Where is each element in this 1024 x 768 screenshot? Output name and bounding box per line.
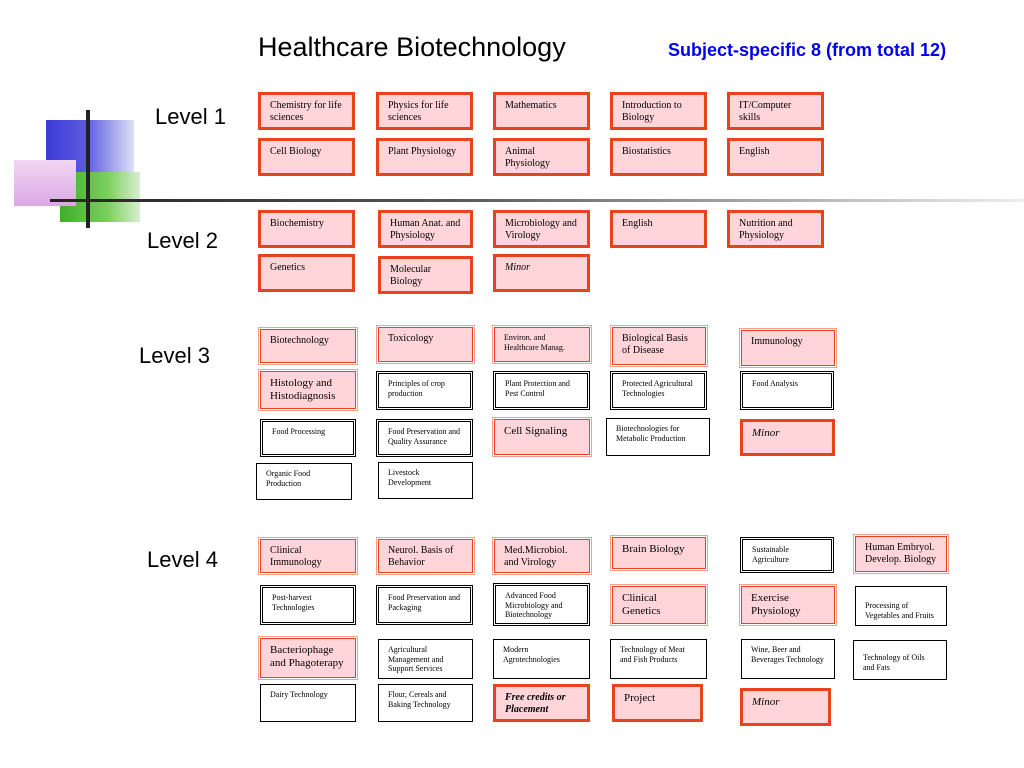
course-mathematics: Mathematics <box>493 92 590 130</box>
course-english-l2: English <box>610 210 707 248</box>
course-human-anatomy-physiology: Human Anat. and Physiology <box>378 210 473 248</box>
course-technology-oils-fats: Technology of Oils and Fats <box>853 640 947 680</box>
course-clinical-genetics: Clinical Genetics <box>612 586 706 624</box>
level-2-label: Level 2 <box>147 228 218 253</box>
course-neurol-basis-behavior: Neurol. Basis of Behavior <box>378 539 473 573</box>
level-divider-line <box>50 199 1024 202</box>
course-flour-cereals-baking: Flour, Cereals and Baking Technology <box>378 684 473 722</box>
decor-vertical-line <box>86 110 90 228</box>
course-clinical-immunology: Clinical Immunology <box>260 539 356 573</box>
course-cell-biology: Cell Biology <box>258 138 355 176</box>
course-english-l1: English <box>727 138 824 176</box>
course-food-preservation-quality: Food Preservation and Quality Assurance <box>376 419 473 457</box>
course-med-microbiol-virology: Med.Microbiol. and Virology <box>494 539 590 573</box>
course-organic-food-production: Organic Food Production <box>256 463 352 500</box>
course-modern-agrotechnologies: Modern Agrotechnologies <box>493 639 590 679</box>
course-microbiology-virology: Microbiology and Virology <box>493 210 590 248</box>
course-free-credits-placement: Free credits or Placement <box>493 684 590 722</box>
course-human-embryol-develop-biology: Human Embryol. Develop. Biology <box>855 536 947 572</box>
course-histology-histodiagnosis: Histology and Histodiagnosis <box>260 371 356 409</box>
course-protected-agricultural-technologies: Protected Agricultural Technologies <box>610 371 707 410</box>
course-minor-l3: Minor <box>740 419 835 456</box>
course-agricultural-management: Agricultural Management and Support Services <box>378 639 473 679</box>
course-plant-protection-pest-control: Plant Protection and Pest Control <box>493 371 590 410</box>
course-biological-basis-disease: Biological Basis of Disease <box>612 327 706 365</box>
course-food-analysis: Food Analysis <box>740 371 834 410</box>
course-introduction-biology: Introduction to Biology <box>610 92 707 130</box>
course-plant-physiology: Plant Physiology <box>376 138 473 176</box>
course-post-harvest-technologies: Post-harvest Technologies <box>260 585 356 625</box>
course-minor-l2: Minor <box>493 254 590 292</box>
course-animal-physiology: Animal Physiology <box>493 138 590 176</box>
course-technology-meat-fish: Technology of Meat and Fish Products <box>610 639 707 679</box>
course-livestock-development: Livestock Development <box>378 462 473 499</box>
course-advanced-food-microbiology: Advanced Food Microbiology and Biotechnology <box>493 583 590 626</box>
course-bacteriophage-phagoterapy: Bacteriophage and Phagoterapy <box>260 638 356 678</box>
course-exercise-physiology: Exercise Physiology <box>741 586 835 624</box>
course-biochemistry: Biochemistry <box>258 210 355 248</box>
course-biotechnology: Biotechnology <box>260 329 356 363</box>
level-3-label: Level 3 <box>139 343 210 368</box>
course-wine-beer-beverages: Wine, Beer and Beverages Technology <box>741 639 835 679</box>
course-biotechnologies-metabolic-production: Biotechnologies for Metabolic Production <box>606 418 710 456</box>
course-physics-life-sciences: Physics for life sciences <box>376 92 473 130</box>
course-brain-biology: Brain Biology <box>612 537 706 569</box>
course-genetics: Genetics <box>258 254 355 292</box>
course-immunology: Immunology <box>741 330 835 366</box>
course-chemistry-life-sciences: Chemistry for life sciences <box>258 92 355 130</box>
page-subtitle: Subject-specific 8 (from total 12) <box>668 40 947 60</box>
page-title: Healthcare Biotechnology <box>258 32 566 62</box>
course-food-preservation-packaging: Food Preservation and Packaging <box>376 585 473 625</box>
level-4-label: Level 4 <box>147 547 218 572</box>
course-dairy-technology: Dairy Technology <box>260 684 356 722</box>
course-minor-l4: Minor <box>740 688 831 726</box>
course-biostatistics: Biostatistics <box>610 138 707 176</box>
course-toxicology: Toxicology <box>378 327 473 362</box>
course-processing-vegetables-fruits: Processing of Vegetables and Fruits <box>855 586 947 626</box>
course-cell-signaling: Cell Signaling <box>494 419 590 455</box>
course-food-processing: Food Processing <box>260 419 356 457</box>
level-1-label: Level 1 <box>155 104 226 129</box>
course-sustainable-agriculture: Sustainable Agriculture <box>740 537 834 573</box>
course-project: Project <box>612 684 703 722</box>
course-principles-crop-production: Principles of crop production <box>376 371 473 410</box>
course-it-computer-skills: IT/Computer skills <box>727 92 824 130</box>
course-environ-healthcare-manag: Environ. and Healthcare Manag. <box>494 327 590 362</box>
course-nutrition-physiology: Nutrition and Physiology <box>727 210 824 248</box>
course-molecular-biology: Molecular Biology <box>378 256 473 294</box>
